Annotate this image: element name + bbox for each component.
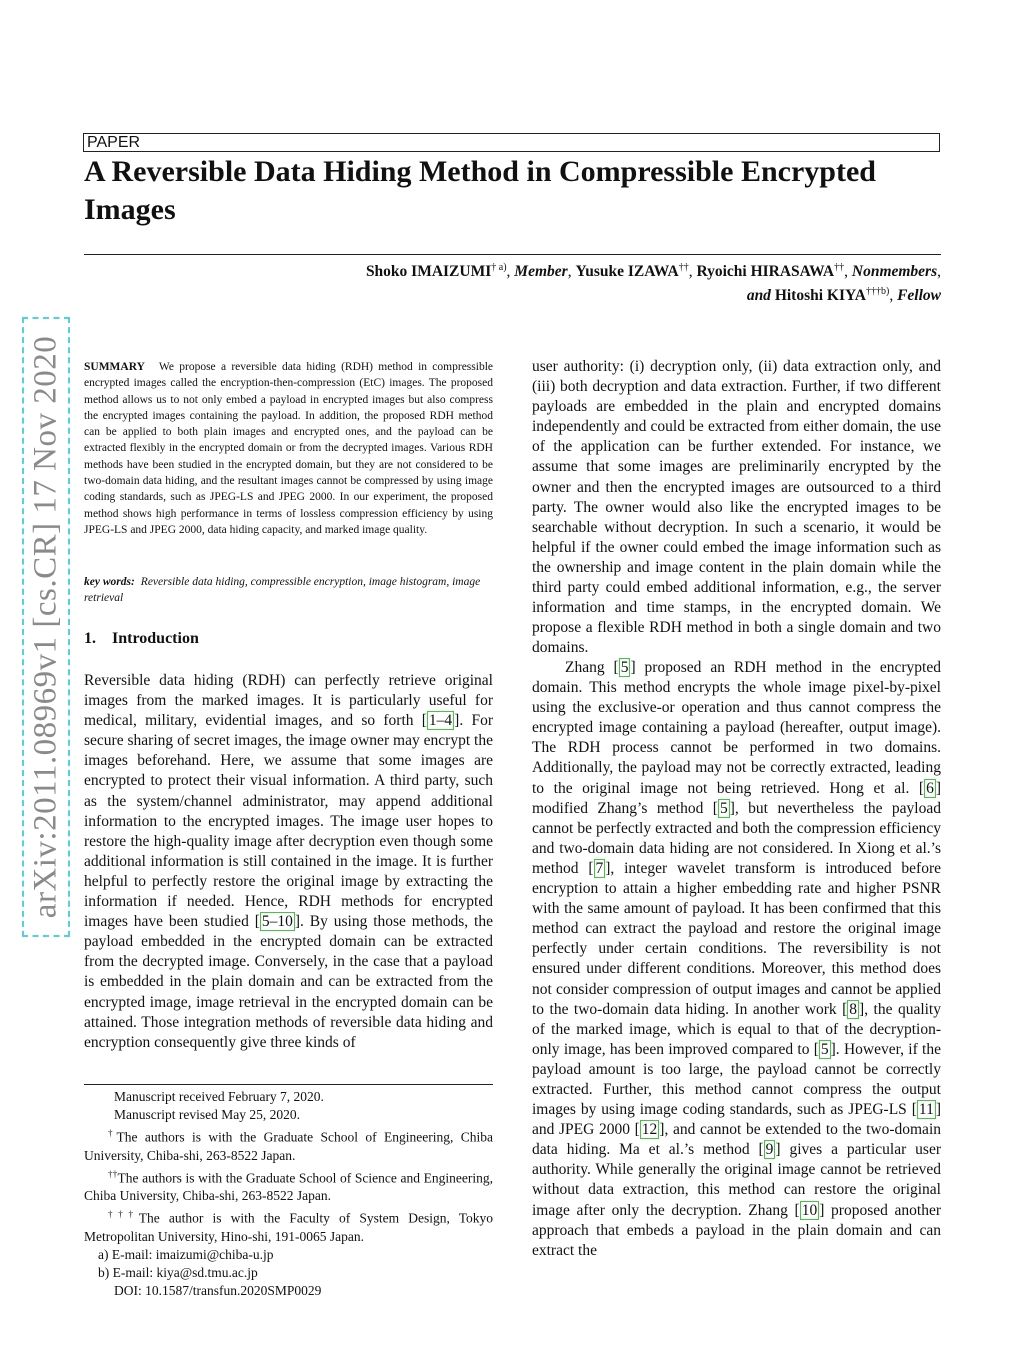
- right-text: ]. However, if the payload amount is too large, the payload cannot be correctly extracted. Further, this method cannot compress the output images by using image coding standards, such as JPEG-LS [: [532, 1040, 941, 1119]
- citation-link[interactable]: 11: [918, 1101, 934, 1119]
- arxiv-stamp-link[interactable]: [22, 317, 70, 937]
- title-divider: [84, 254, 941, 255]
- paper-type-label: PAPER: [83, 133, 940, 152]
- author-list: Shoko IMAIZUMI$^{\dagger a)}$, Member, Yusuke IZAWA††, Ryoichi HIRASAWA††, Nonmembers, and Hitoshi KIYA$^{\dagger\dagger\dagger b)}$, Fellow: [365, 262, 941, 305]
- footnote-text-2: The authors is with the Graduate School of Science and Engineering, Chiba University, Chiba-shi, 263-8522 Japan.: [84, 1170, 493, 1203]
- keywords-text: Reversible data hiding, compressible encryption, image histogram, image retrieval: [84, 576, 481, 605]
- author-3: Ryoichi HIRASAWA: [696, 263, 835, 281]
- right-text: Zhang [: [565, 659, 619, 676]
- footnote-doi: DOI: 10.1587/transfun.2020SMP0029: [114, 1282, 322, 1298]
- citation-link[interactable]: 7: [595, 859, 604, 877]
- citation-link[interactable]: 5: [620, 659, 629, 676]
- right-text: ] gives a particular user authority. While generally the original image cannot be retrieved without data extraction, this method can restore the original image after only the decryption. Zhang [: [532, 1141, 941, 1219]
- summary-label: SUMMARY: [84, 361, 145, 373]
- author-3-role: Nonmembers: [851, 263, 938, 281]
- footnote-revised: Manuscript revised May 25, 2020.: [114, 1107, 300, 1122]
- author-4-role: Fellow: [897, 287, 941, 305]
- summary-text: We propose a reversible data hiding (RDH) method in compressible encrypted images called the encryption-then-compression (EtC) images. The proposed method allows us to not only embed a payload in encrypted images but also compress the encrypted images containing the payload. In addition, the proposed RDH method can be applied to both plain images and encrypted ones, and the payload can be extracted flexibly in the encrypted domain or from the decrypted images. Various RDH methods have been studied in the encrypted domain, but they are not considered to be two-domain data hiding, and the resultant images cannot be compressed by using image coding standards, such as JPEG-LS and JPEG 2000. In our experiment, the proposed method shows high performance in terms of lossless compression efficiency by using JPEG-LS and JPEG 2000, data hiding capacity, and marked image quality.: [84, 361, 493, 536]
- right-paragraph-1: user authority: (i) decryption only, (ii) data extraction only, and (iii) both decryption and data extraction. Further, if two different payloads are embedded in the plain and encrypted domains independently and could be extracted from either domain, the use of the application can be further extended. For instance, we assume that some images are preliminarily encrypted by the owner and then the encrypted images are outsourced to a third party. The owner would also like the encrypted images to be searchable without decryption. In such a scenario, it would be helpful if the owner could embed the image information such as the ownership and image content in the plain domain while the third party could embed additional information, e.g., the server information and time stamps, in the encrypted domain. We propose a flexible RDH method in both a single domain and two domains.: [532, 358, 941, 657]
- citation-link[interactable]: 8: [849, 1000, 858, 1018]
- intro-paragraph: [84, 671, 493, 1053]
- author-1: Shoko IMAIZUMI: [365, 263, 492, 281]
- footnote-mark-2: ††: [108, 1168, 118, 1179]
- right-text: ], and cannot be extended to the two-domain data hiding. Ma et al.’s method [: [532, 1121, 941, 1159]
- author-1-mark: † a): [491, 262, 507, 273]
- author-1-role: Member: [514, 263, 568, 281]
- footnote-email-a: a) E-mail: imaizumi@chiba-u.jp: [98, 1246, 274, 1262]
- right-text: ] proposed another approach that embeds a payload in the plain domain and can extract the: [532, 1201, 942, 1259]
- arxiv-stamp-text: arXiv:2011.08969v1 [cs.CR] 17 Nov 2020: [27, 335, 64, 919]
- summary-block: [84, 359, 493, 538]
- footnote-mark-1: †: [108, 1128, 117, 1138]
- footnote-divider: [84, 1084, 493, 1085]
- footnote-affiliation-3: [84, 1205, 493, 1246]
- footnote-received: Manuscript received February 7, 2020.: [114, 1089, 324, 1104]
- citation-link[interactable]: 9: [765, 1141, 774, 1159]
- author-4-mark: †††b): [865, 286, 890, 298]
- author-3-mark: ††: [834, 262, 845, 273]
- paper-title: A Reversible Data Hiding Method in Compressible Encrypted Images: [84, 155, 876, 226]
- footnotes-block: [84, 1088, 493, 1300]
- right-paragraph-2: [532, 658, 941, 1261]
- citation-link[interactable]: 5: [820, 1040, 829, 1058]
- citation-link[interactable]: 5: [719, 799, 728, 817]
- section-number: 1.: [84, 630, 96, 647]
- intro-text-3: ]. By using those methods, the payload embedded in the encrypted domain can be extracted from the decrypted image. Conversely, in the case that a payload is embedded in the plain domain and can be extracted from the encrypted image, image retrieval in the encrypted domain can be attained. Those integration methods of reversible data hiding and encryption consequently give three kinds of: [84, 913, 493, 1051]
- keywords-label: key words:: [84, 576, 135, 588]
- citation-link[interactable]: 10: [801, 1201, 818, 1219]
- intro-text-1: Reversible data hiding (RDH) can perfectly retrieve original images from the marked images. It is particularly useful for medical, military, evidential images, and so forth [: [84, 672, 493, 730]
- author-2-mark: ††: [678, 262, 689, 273]
- footnote-affiliation-1: [84, 1124, 493, 1165]
- citation-link[interactable]: 1–4: [428, 712, 453, 730]
- citation-link[interactable]: 6: [926, 779, 934, 797]
- author-and: and: [746, 287, 771, 305]
- footnote-mark-3: †††: [108, 1209, 139, 1219]
- author-4: Hitoshi KIYA: [774, 287, 866, 305]
- intro-text-2: ]. For secure sharing of secret images, the image owner may encrypt the images beforehand. Here, we assume that some images are encrypted to protect their visual information. A third party, such as the system/channel administrator, may append additional information to the encrypted images. The image user hopes to restore the high-quality image after decryption even though some additional information is still contained in the image. It is further helpful to perfectly restore the original image by extracting the information if needed. Hence, RDH methods for encrypted images have been studied [: [84, 712, 493, 931]
- footnote-affiliation-2: [84, 1165, 493, 1206]
- right-text: ], but nevertheless the payload cannot be perfectly extracted and both the compression efficiency and two-domain data hiding are not considered. In Xiong et al.’s method [: [532, 799, 941, 877]
- author-2: Yusuke IZAWA: [575, 263, 679, 281]
- citation-link[interactable]: 5–10: [261, 913, 293, 931]
- section-heading: [84, 629, 493, 649]
- footnote-text-1: The authors is with the Graduate School of Engineering, Chiba University, Chiba-shi, 263-8522 Japan.: [84, 1129, 494, 1163]
- right-text: ], integer wavelet transform is introduced before encryption to attain a higher embedding rate and higher PSNR with the same amount of payload. It has been confirmed that this method can extract the payload and restore the original image perfectly under certain conditions. The reversibility is not ensured under different conditions. Moreover, this method does not consider compression of output images and cannot be applied to the two-domain data hiding. In another work [: [532, 859, 942, 1018]
- footnote-text-3: The author is with the Faculty of System Design, Tokyo Metropolitan University, Hino-shi, 191-0065 Japan.: [84, 1210, 494, 1244]
- citation-link[interactable]: 12: [641, 1121, 658, 1139]
- right-text: ] proposed an RDH method in the encrypted domain. This method encrypts the whole image pixel-by-pixel using the exclusive-or operation and thus cannot compress the encrypted image containing a payload (hereafter, output image). The RDH process cannot be performed in two domains. Additionally, the payload may not be correctly extracted, leading to the original image not being retrieved. Hong et al. [: [532, 659, 941, 797]
- right-text: ] modified Zhang’s method [: [532, 779, 941, 817]
- right-text: ] and JPEG 2000 [: [532, 1101, 941, 1139]
- footnote-email-b: b) E-mail: kiya@sd.tmu.ac.jp: [98, 1264, 258, 1280]
- keywords-block: [84, 574, 493, 607]
- section-title: Introduction: [112, 630, 199, 647]
- right-text: ], the quality of the marked image, which is equal to that of the decryption-only image, has been improved compared to [: [532, 1000, 941, 1058]
